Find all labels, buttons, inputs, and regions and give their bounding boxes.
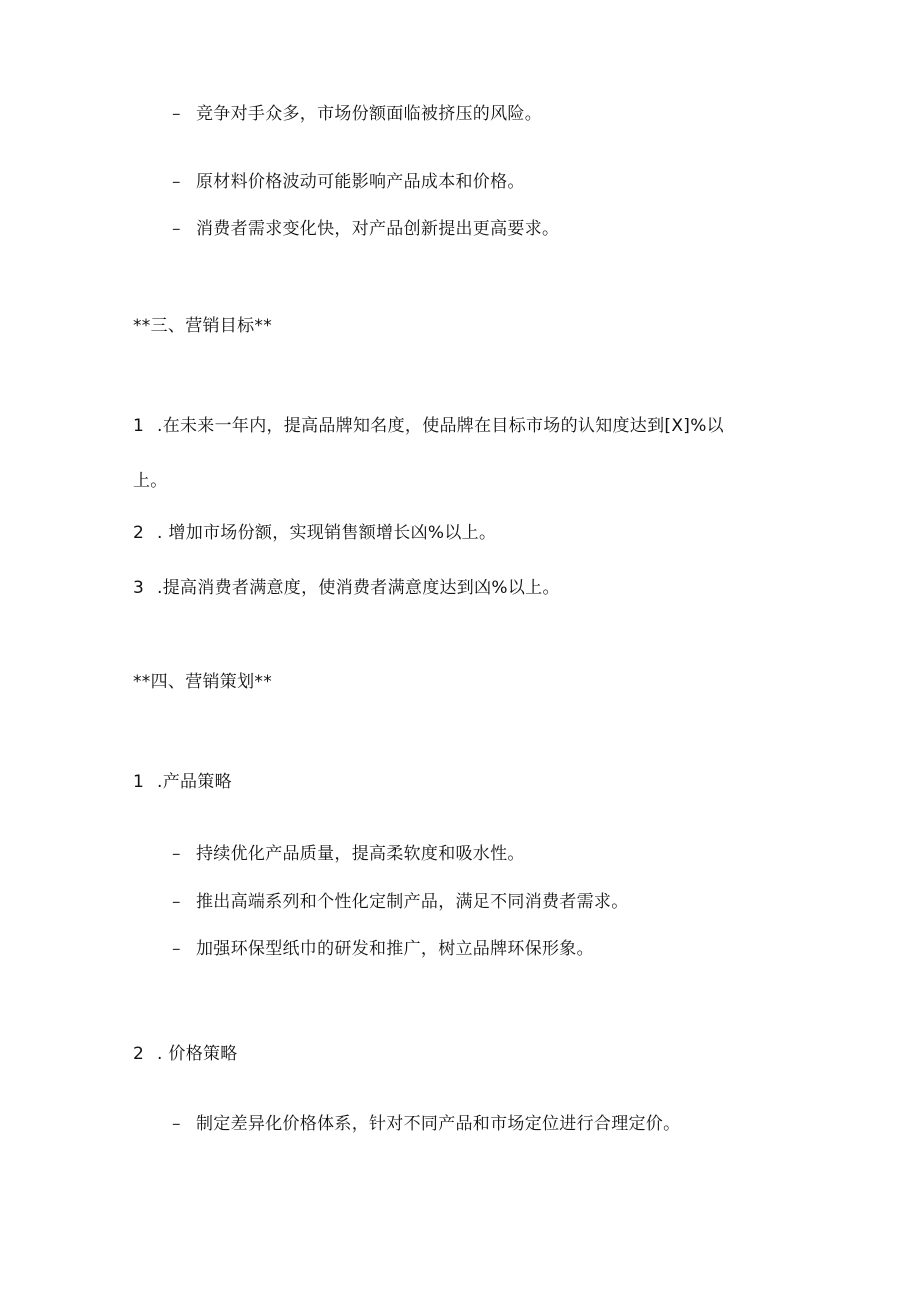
strategy-title: .产品策略: [157, 772, 232, 792]
bullet-text: 原材料价格波动可能影响产品成本和价格。: [196, 172, 525, 192]
bullet-text: 制定差异化价格体系，针对不同产品和市场定位进行合理定价。: [196, 1114, 681, 1134]
bullet-text: 持续优化产品质量，提高柔软度和吸水性。: [196, 844, 525, 864]
bullet-text: 竞争对手众多，市场份额面临被挤压的风险。: [196, 104, 542, 124]
bullet-dash: –: [172, 1114, 181, 1134]
goal-text: .提高消费者满意度，使消费者满意度达到凶%以上。: [157, 578, 560, 598]
section-three-heading: **三、营销目标**: [133, 316, 272, 336]
section-four-heading: **四、营销策划**: [133, 672, 272, 692]
goal-item-3: [133, 576, 560, 600]
bullet-dash: –: [172, 104, 181, 124]
strategy-number: 1: [133, 772, 145, 792]
risk-bullet-3: [172, 217, 559, 241]
bullet-dash: –: [172, 219, 181, 239]
product-bullet-2: [172, 890, 629, 914]
risk-bullet-2: [172, 170, 525, 194]
bullet-dash: –: [172, 844, 181, 864]
goal-item-1-continuation: 上。: [133, 471, 168, 491]
strategy-title: . 价格策略: [157, 1044, 238, 1064]
bullet-text: 加强环保型纸巾的研发和推广，树立品牌环保形象。: [196, 939, 594, 959]
bullet-dash: –: [172, 172, 181, 192]
goal-item-1: [133, 414, 724, 438]
goal-number: 3: [133, 578, 145, 598]
bullet-dash: –: [172, 939, 181, 959]
goal-text: .在未来一年内，提高品牌知名度，使品牌在目标市场的认知度达到[X]%以: [157, 416, 724, 436]
goal-number: 2: [133, 523, 145, 543]
price-bullet-1: [172, 1112, 680, 1136]
risk-bullet-1: [172, 102, 542, 126]
price-strategy-title: [133, 1042, 238, 1066]
product-bullet-3: [172, 937, 594, 961]
bullet-dash: –: [172, 892, 181, 912]
product-bullet-1: [172, 842, 525, 866]
product-strategy-title: [133, 770, 232, 794]
goal-item-2: [133, 521, 496, 545]
goal-text: . 增加市场份额，实现销售额增长凶%以上。: [157, 523, 497, 543]
goal-number: 1: [133, 416, 145, 436]
bullet-text: 推出高端系列和个性化定制产品，满足不同消费者需求。: [196, 892, 629, 912]
strategy-number: 2: [133, 1044, 145, 1064]
bullet-text: 消费者需求变化快，对产品创新提出更高要求。: [196, 219, 560, 239]
